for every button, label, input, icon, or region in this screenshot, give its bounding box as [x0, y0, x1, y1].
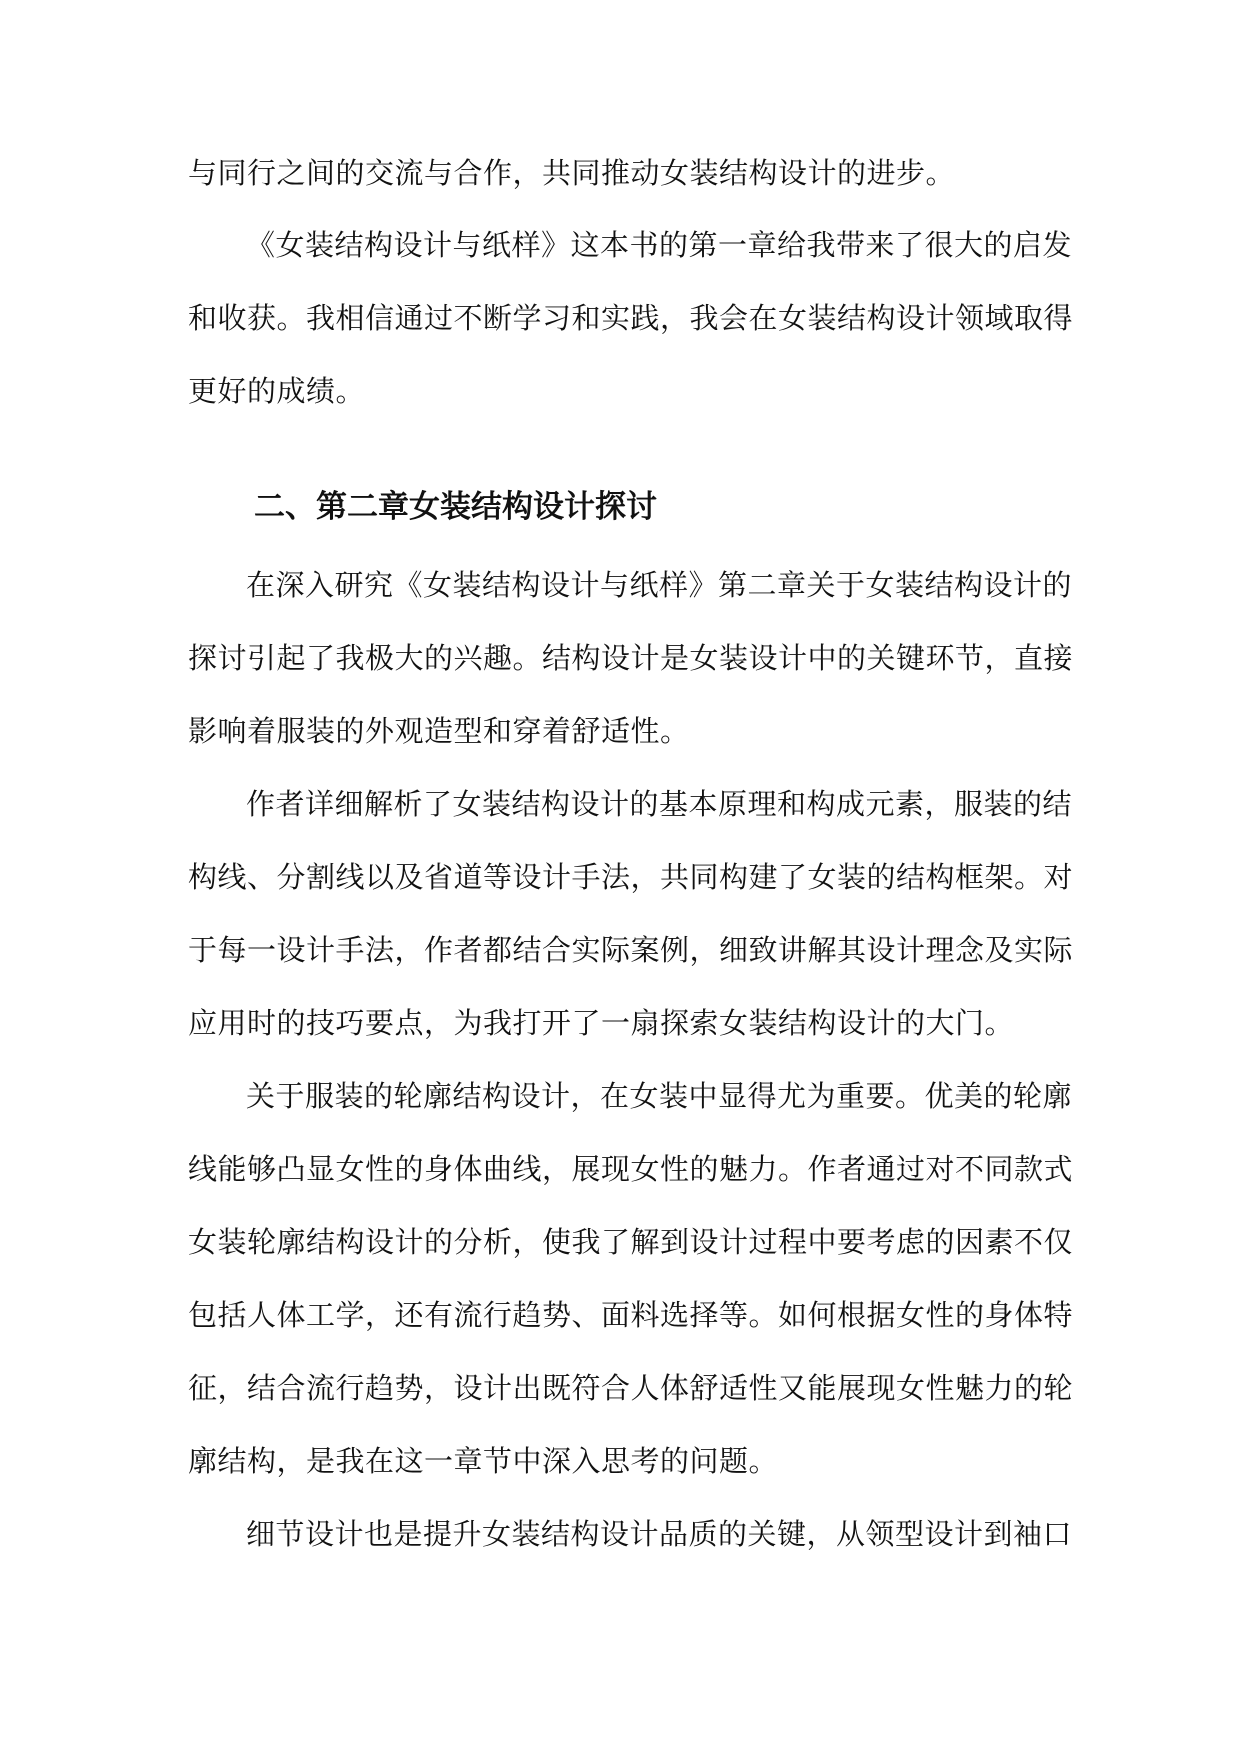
paragraph-4-line-4: 应用时的技巧要点，为我打开了一扇探索女装结构设计的大门。: [188, 1006, 1015, 1040]
paragraph-4-line-3: 于每一设计手法，作者都结合实际案例，细致讲解其设计理念及实际: [188, 933, 1074, 967]
paragraph-5-line-4: 包括人体工学，还有流行趋势、面料选择等。如何根据女性的身体特: [188, 1298, 1074, 1332]
paragraph-5-line-6: 廓结构，是我在这一章节中深入思考的问题。: [188, 1444, 779, 1478]
paragraph-1-line-1: 与同行之间的交流与合作，共同推动女装结构设计的进步。: [188, 156, 956, 190]
paragraph-2-line-1: 《女装结构设计与纸样》这本书的第一章给我带来了很大的启发: [246, 228, 1073, 262]
paragraph-5-line-2: 线能够凸显女性的身体曲线，展现女性的魅力。作者通过对不同款式: [188, 1152, 1074, 1186]
paragraph-4-line-1: 作者详细解析了女装结构设计的基本原理和构成元素，服装的结: [246, 787, 1073, 821]
paragraph-4-line-2: 构线、分割线以及省道等设计手法，共同构建了女装的结构框架。对: [188, 860, 1074, 894]
paragraph-2-line-2: 和收获。我相信通过不断学习和实践，我会在女装结构设计领域取得: [188, 301, 1074, 335]
paragraph-3-line-2: 探讨引起了我极大的兴趣。结构设计是女装设计中的关键环节，直接: [188, 641, 1074, 675]
paragraph-5-line-5: 征，结合流行趋势，设计出既符合人体舒适性又能展现女性魅力的轮: [188, 1371, 1074, 1405]
paragraph-3-line-1: 在深入研究《女装结构设计与纸样》第二章关于女装结构设计的: [246, 568, 1073, 602]
paragraph-2-line-3: 更好的成绩。: [188, 374, 366, 408]
paragraph-3-line-3: 影响着服装的外观造型和穿着舒适性。: [188, 714, 690, 748]
section-heading: 二、第二章女装结构设计探讨: [254, 489, 657, 525]
paragraph-5-line-1: 关于服装的轮廓结构设计，在女装中显得尤为重要。优美的轮廓: [246, 1079, 1073, 1113]
paragraph-5-line-3: 女装轮廓结构设计的分析，使我了解到设计过程中要考虑的因素不仅: [188, 1225, 1074, 1259]
paragraph-6-line-1: 细节设计也是提升女装结构设计品质的关键，从领型设计到袖口: [246, 1517, 1073, 1551]
